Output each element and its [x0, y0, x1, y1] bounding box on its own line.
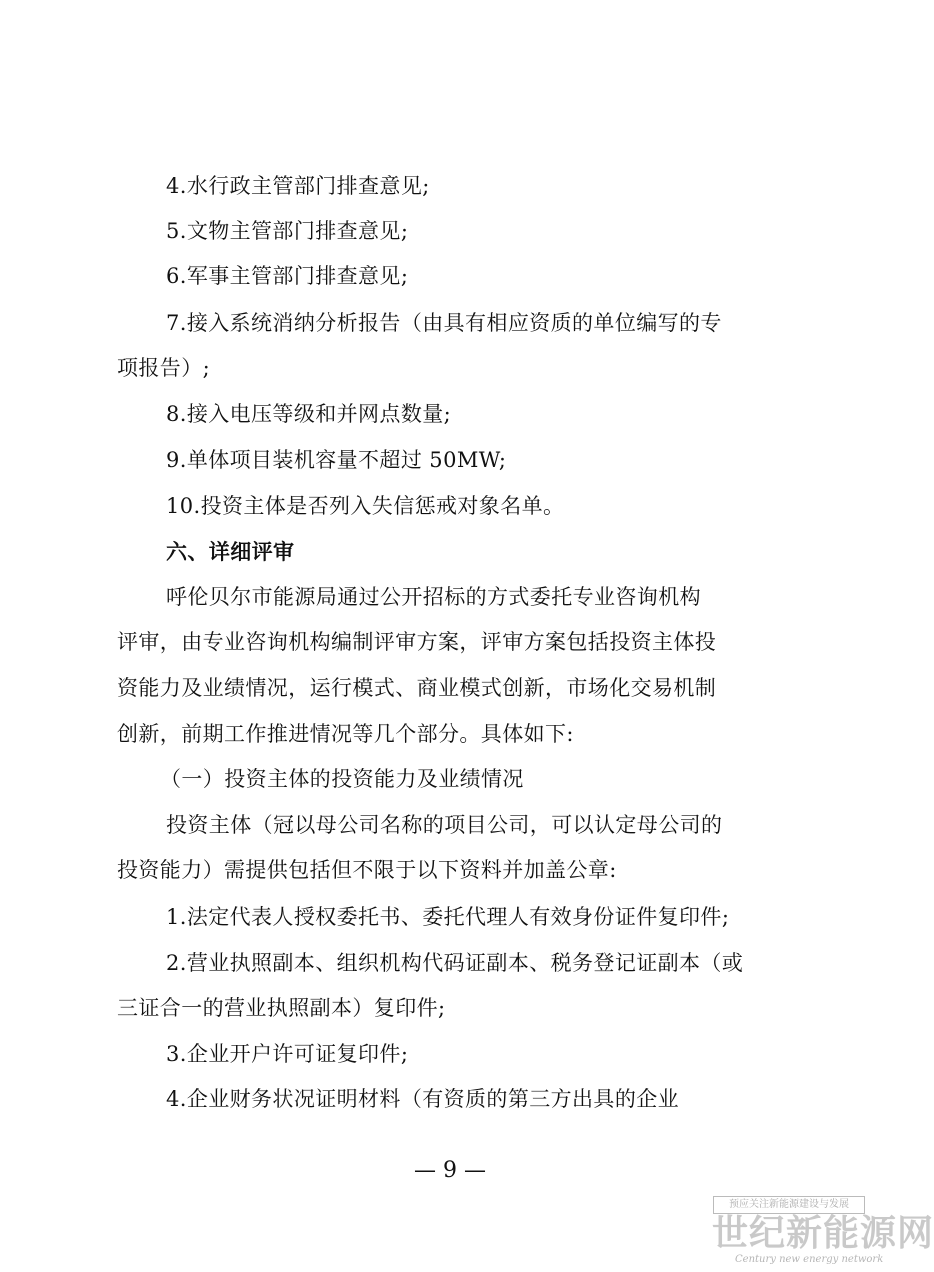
- watermark-caption: 预应关注新能源建设与发展: [713, 1196, 865, 1214]
- list-item-continuation: 项报告）;: [117, 356, 211, 380]
- list-item: 5.文物主管部门排查意见;: [166, 219, 409, 243]
- paragraph-line: 创新，前期工作推进情况等几个部分。具体如下:: [117, 722, 574, 746]
- watermark-logo-text: 世纪新能源网: [712, 1213, 934, 1254]
- paragraph-line: 评审，由专业咨询机构编制评审方案，评审方案包括投资主体投: [117, 630, 717, 654]
- page-number: — 9 —: [414, 1158, 486, 1183]
- list-item: 6.军事主管部门排查意见;: [166, 264, 409, 288]
- list-item: 4.水行政主管部门排查意见;: [166, 174, 430, 198]
- list-item: 8.接入电压等级和并网点数量;: [166, 402, 452, 426]
- paragraph-line: 投资主体（冠以母公司名称的项目公司，可以认定母公司的: [166, 813, 723, 837]
- paragraph-line: 资能力及业绩情况，运行模式、商业模式创新，市场化交易机制: [117, 676, 717, 700]
- list-item: 2.营业执照副本、组织机构代码证副本、税务登记证副本（或: [166, 951, 744, 975]
- list-item-continuation: 三证合一的营业执照副本）复印件;: [117, 996, 446, 1020]
- list-item: 4.企业财务状况证明材料（有资质的第三方出具的企业: [166, 1087, 680, 1111]
- paragraph-line: 投资能力）需提供包括但不限于以下资料并加盖公章:: [117, 858, 617, 882]
- list-item: 9.单体项目装机容量不超过 50MW;: [166, 448, 507, 472]
- section-heading: 六、详细评审: [166, 540, 295, 564]
- list-item: 7.接入系统消纳分析报告（由具有相应资质的单位编写的专: [166, 311, 722, 335]
- watermark-subtitle: Century new energy network: [735, 1254, 884, 1265]
- subsection-heading: （一）投资主体的投资能力及业绩情况: [160, 767, 524, 791]
- list-item: 10.投资主体是否列入失信惩戒对象名单。: [166, 494, 565, 518]
- list-item: 1.法定代表人授权委托书、委托代理人有效身份证件复印件;: [166, 905, 730, 929]
- list-item: 3.企业开户许可证复印件;: [166, 1042, 409, 1066]
- paragraph-line: 呼伦贝尔市能源局通过公开招标的方式委托专业咨询机构: [166, 585, 701, 609]
